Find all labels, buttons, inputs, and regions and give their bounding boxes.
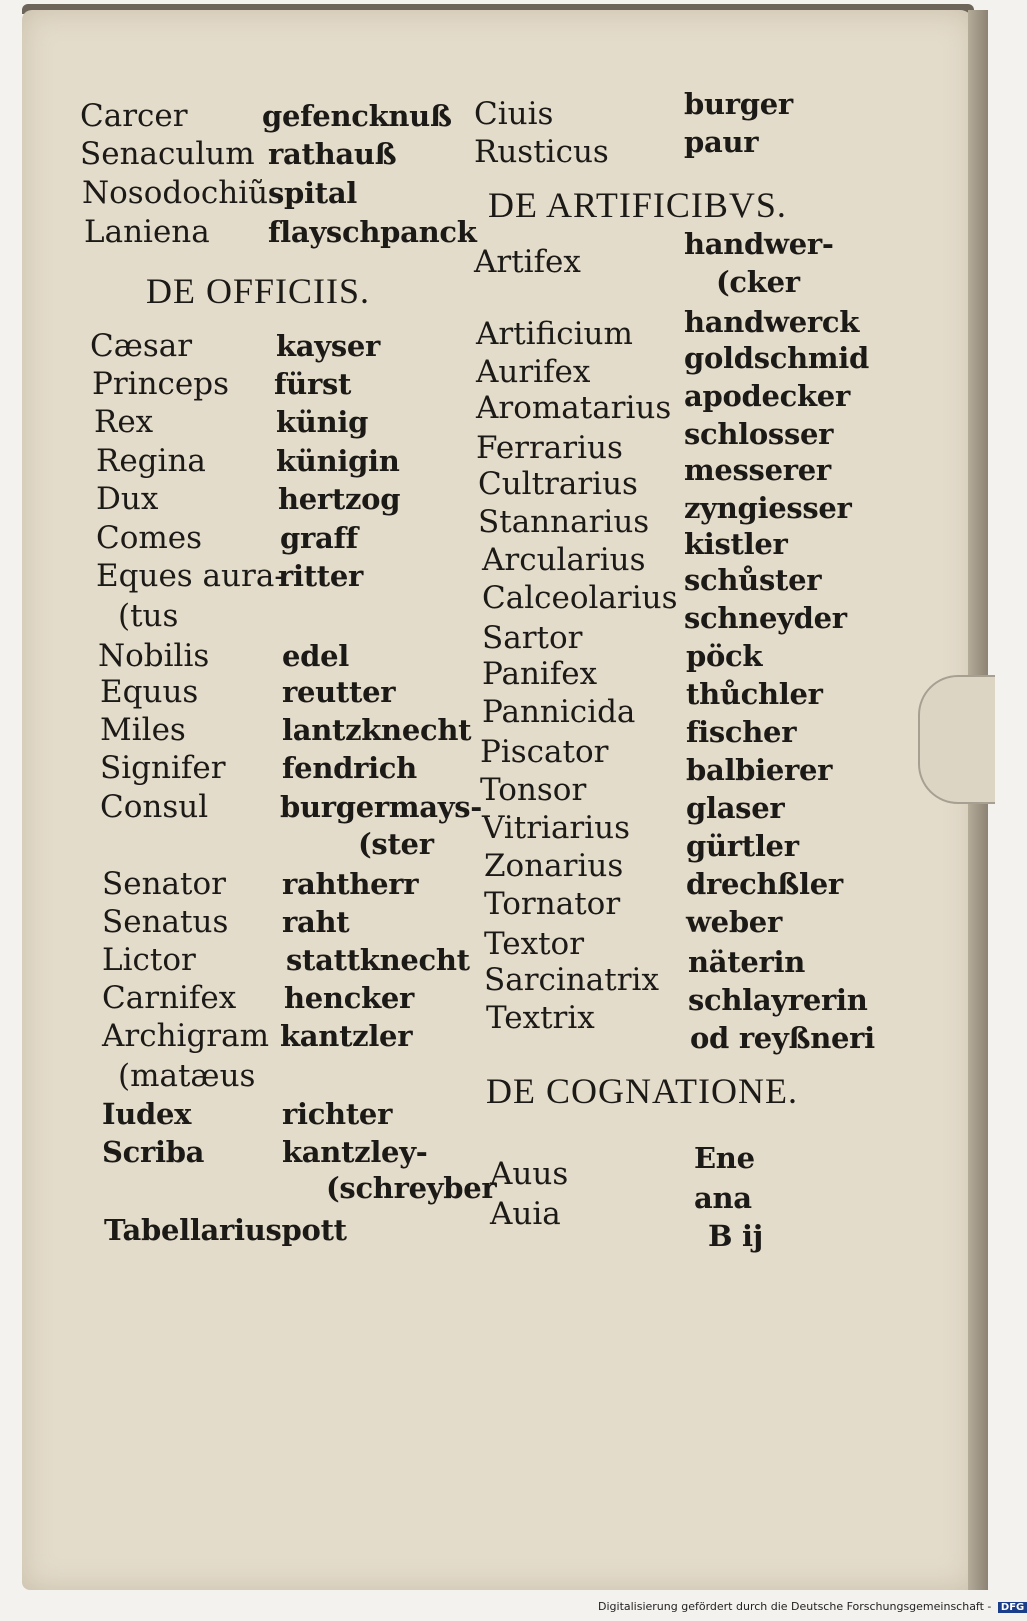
german-term: schneyder [684,601,847,635]
latin-term: Vitriarius [482,810,631,846]
latin-term: Miles [100,712,186,748]
latin-term: Carnifex [102,980,237,1016]
latin-term: (tus [118,598,179,634]
latin-term: Iudex [102,1097,192,1131]
german-term: (ster [358,827,434,861]
german-term: reutter [282,675,396,709]
latin-term: Textor [484,926,585,962]
latin-term: Archigram [102,1018,269,1054]
latin-term: Princeps [92,366,230,402]
german-term: schůster [684,563,822,597]
german-term: gürtler [686,829,799,863]
signature-mark: B ij [708,1219,763,1253]
german-term: kantzley- [282,1135,428,1169]
latin-term: Tornator [484,886,621,922]
latin-term: Eques aura- [96,558,285,594]
latin-term: Stannarius [478,504,650,540]
german-term: apodecker [684,379,850,413]
german-term: richter [282,1097,393,1131]
german-term: drechßler [686,867,843,901]
german-term: kantzler [280,1019,413,1053]
german-term: kayser [276,329,380,363]
latin-term: Artifex [474,244,581,280]
dfg-logo: DFG [998,1602,1027,1613]
german-term: handwer- [684,227,834,261]
german-term: hencker [284,981,415,1015]
section-heading: DE OFFICIIS. [146,271,371,311]
german-term: thůchler [686,677,823,711]
latin-term: Senatus [102,904,229,940]
latin-term: Arcularius [482,542,646,578]
german-term: goldschmid [684,341,869,375]
latin-term: Aurifex [476,354,591,390]
german-term: rahtherr [282,867,419,901]
german-term: künig [276,405,369,439]
german-term: edel [282,639,349,673]
german-term: schlayrerin [688,983,868,1017]
latin-term: (matæus [118,1058,256,1094]
latin-term: Cultrarius [478,466,638,502]
latin-term: Ferrarius [476,430,623,466]
latin-term: Nosodochiũ [82,175,269,211]
german-term: burgermays- [280,790,483,824]
latin-term: Tabellariuspott [104,1213,347,1247]
german-term: raht [282,905,350,939]
latin-term: Comes [96,520,203,556]
latin-term: Nobilis [98,638,210,674]
latin-term: Piscator [480,734,609,770]
german-term: pöck [686,639,763,673]
latin-term: Consul [100,789,209,825]
german-term: lantzknecht [282,713,472,747]
german-term: spital [268,176,358,210]
latin-term: Cæsar [90,328,193,364]
page-clip-tab [918,675,995,804]
latin-term: Sartor [482,620,583,656]
german-term: ritter [278,559,364,593]
latin-term: Textrix [486,1000,595,1036]
latin-term: Auia [490,1196,561,1232]
german-term: ana [694,1181,752,1215]
german-term: stattknecht [286,943,470,977]
footer-text: Digitalisierung gefördert durch die Deutsche Forschungsgemeinschaft - [598,1600,992,1613]
german-term: glaser [686,791,785,825]
latin-term: Rusticus [474,134,609,170]
digitization-footer [598,1600,1027,1613]
german-term: fischer [686,715,797,749]
german-term: handwerck [684,305,859,339]
german-term: näterin [688,945,806,979]
german-term: zyngiesser [684,491,852,525]
latin-term: Calceolarius [482,580,678,616]
german-term: schlosser [684,417,834,451]
latin-term: Tonsor [480,772,587,808]
german-term: (cker [716,265,800,299]
latin-term: Ciuis [474,96,554,132]
latin-term: Lictor [102,942,196,978]
latin-term: Auus [490,1156,569,1192]
german-term: gefencknuß [262,99,452,133]
german-term: messerer [684,453,831,487]
german-term: graff [280,521,358,555]
latin-term: Equus [100,674,199,710]
latin-term: Carcer [80,98,188,134]
latin-term: Senator [102,866,226,902]
german-term: Ene [694,1141,755,1175]
german-term: künigin [276,444,400,478]
german-term: fendrich [282,751,417,785]
latin-term: Dux [96,481,159,517]
german-term: burger [684,87,793,121]
latin-term: Sarcinatrix [484,962,659,998]
german-term: balbierer [686,753,833,787]
latin-term: Artificium [476,316,633,352]
section-heading: DE COGNATIONE. [486,1071,798,1111]
latin-term: Signifer [100,750,226,786]
german-term: hertzog [278,482,401,516]
latin-term: Panifex [482,656,598,692]
german-term: paur [684,125,759,159]
latin-term: Aromatarius [476,390,672,426]
section-heading: DE ARTIFICIBVS. [488,185,787,225]
german-term: fürst [274,367,352,401]
latin-term: Regina [96,443,206,479]
latin-term: Scriba [102,1135,205,1169]
latin-term: Laniena [84,214,210,250]
german-term: weber [686,905,782,939]
latin-term: Rex [94,404,154,440]
german-term: rathauß [268,137,397,171]
german-term: od reyßneri [690,1021,875,1055]
german-term: flayschpanck [268,215,477,249]
latin-term: Pannicida [482,694,636,730]
latin-term: Zonarius [484,848,624,884]
german-term: (schreyber [326,1171,497,1205]
german-term: kistler [684,527,788,561]
latin-term: Senaculum [80,136,255,172]
